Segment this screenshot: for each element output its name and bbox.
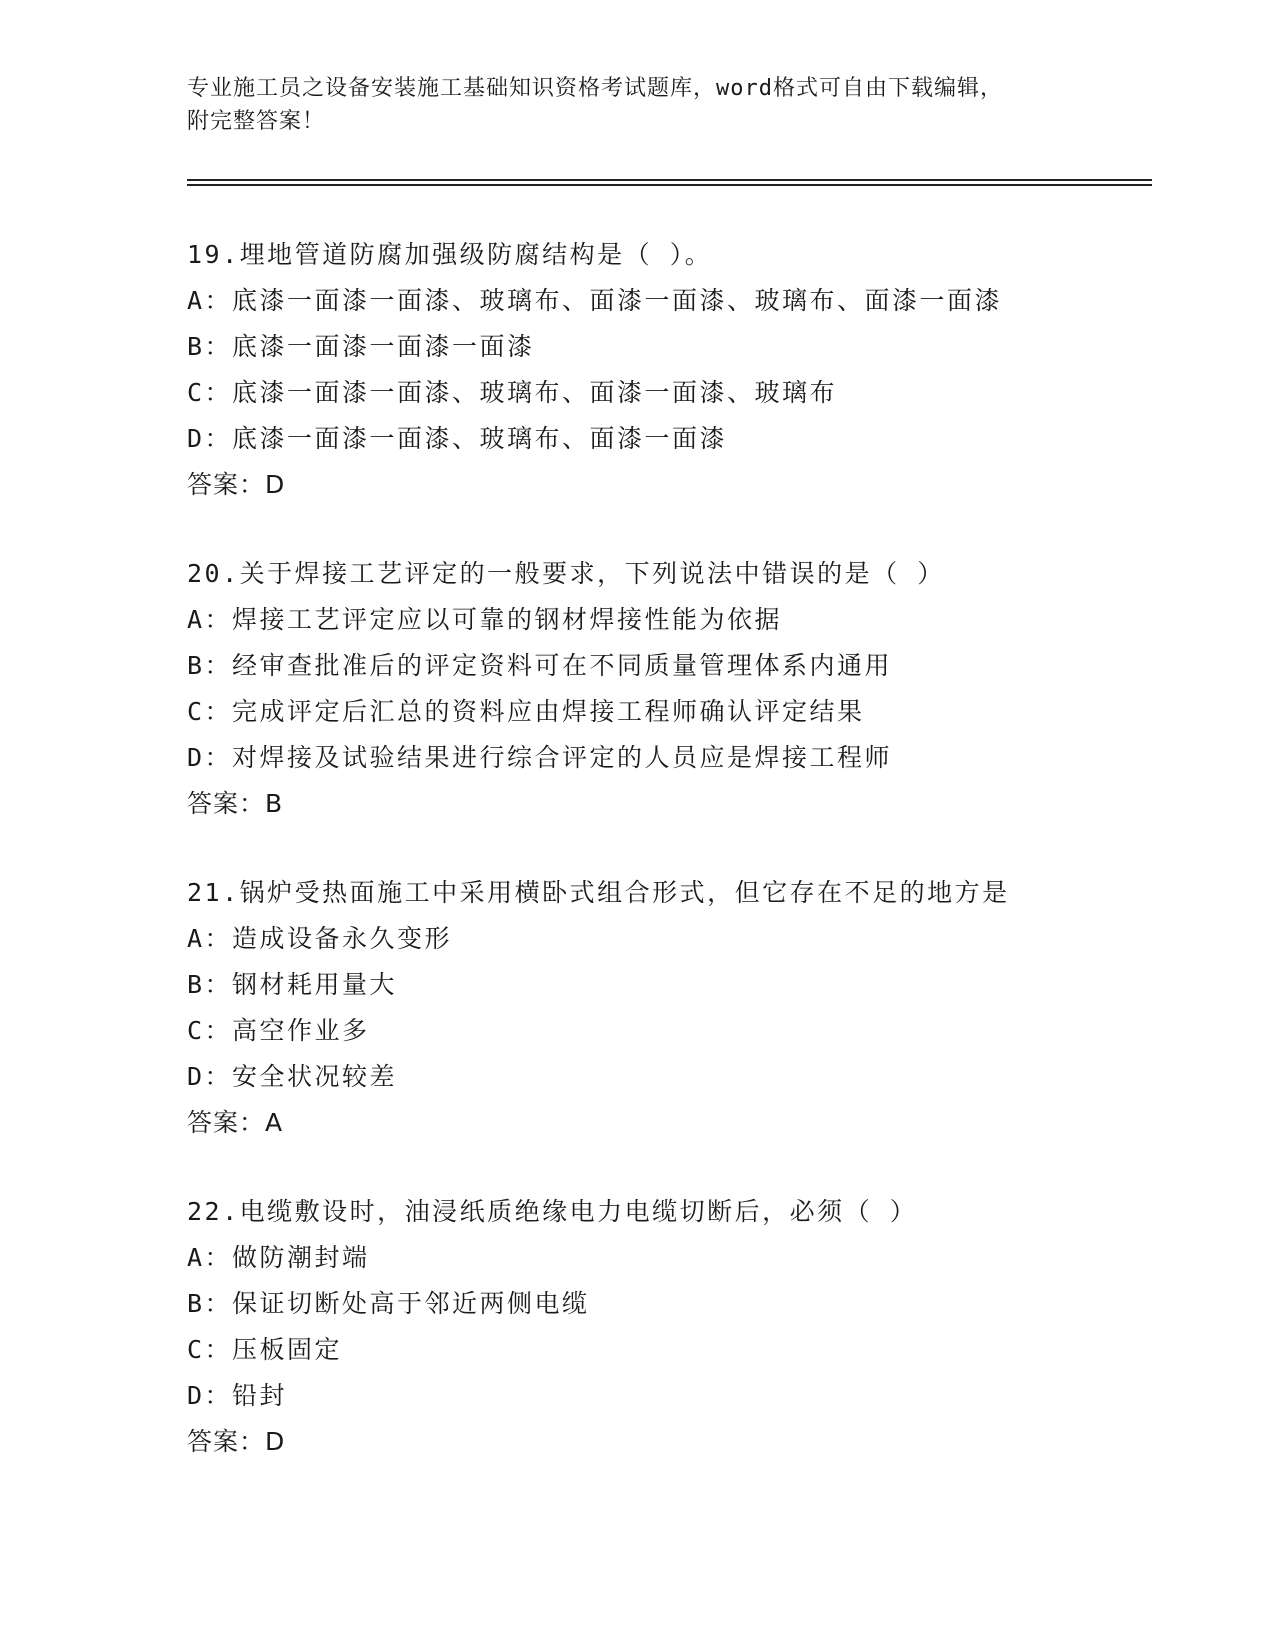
question-21 (187, 870, 1127, 1146)
question-stem: 21.锅炉受热面施工中采用横卧式组合形式，但它存在不足的地方是 (187, 878, 1010, 907)
option-b: B：经审查批准后的评定资料可在不同质量管理体系内通用 (187, 651, 893, 680)
header-divider-top (187, 179, 1152, 181)
option-c: C：高空作业多 (187, 1016, 370, 1045)
option-d: D：对焊接及试验结果进行综合评定的人员应是焊接工程师 (187, 743, 893, 772)
option-c: C：底漆一面漆一面漆、玻璃布、面漆一面漆、玻璃布 (187, 378, 838, 407)
option-b: B：钢材耗用量大 (187, 970, 398, 999)
option-b: B：保证切断处高于邻近两侧电缆 (187, 1289, 590, 1318)
question-stem: 22.电缆敷设时，油浸纸质绝缘电力电缆切断后，必须（ ） (187, 1197, 918, 1226)
option-d: D：安全状况较差 (187, 1062, 398, 1091)
answer: 答案：B (187, 789, 284, 818)
question-20 (187, 551, 1127, 827)
question-stem: 19.埋地管道防腐加强级防腐结构是（ ）。 (187, 240, 713, 269)
question-22 (187, 1189, 1127, 1465)
answer: 答案：D (187, 1427, 286, 1456)
option-d: D：铅封 (187, 1381, 288, 1410)
option-d: D：底漆一面漆一面漆、玻璃布、面漆一面漆 (187, 424, 728, 453)
answer: 答案：D (187, 470, 286, 499)
option-c: C：完成评定后汇总的资料应由焊接工程师确认评定结果 (187, 697, 865, 726)
document-header (187, 72, 1087, 138)
header-line-2: 附完整答案！ (187, 109, 326, 134)
option-a: A：造成设备永久变形 (187, 924, 453, 953)
option-b: B：底漆一面漆一面漆一面漆 (187, 332, 535, 361)
header-divider-bottom (187, 184, 1152, 186)
header-line-1: 专业施工员之设备安装施工基础知识资格考试题库，word格式可自由下载编辑， (187, 76, 1003, 101)
option-a: A：焊接工艺评定应以可靠的钢材焊接性能为依据 (187, 605, 783, 634)
answer: 答案：A (187, 1108, 284, 1137)
question-19 (187, 232, 1127, 508)
question-stem: 20.关于焊接工艺评定的一般要求，下列说法中错误的是（ ） (187, 559, 945, 588)
option-a: A：做防潮封端 (187, 1243, 370, 1272)
option-a: A：底漆一面漆一面漆、玻璃布、面漆一面漆、玻璃布、面漆一面漆 (187, 286, 1003, 315)
option-c: C：压板固定 (187, 1335, 343, 1364)
